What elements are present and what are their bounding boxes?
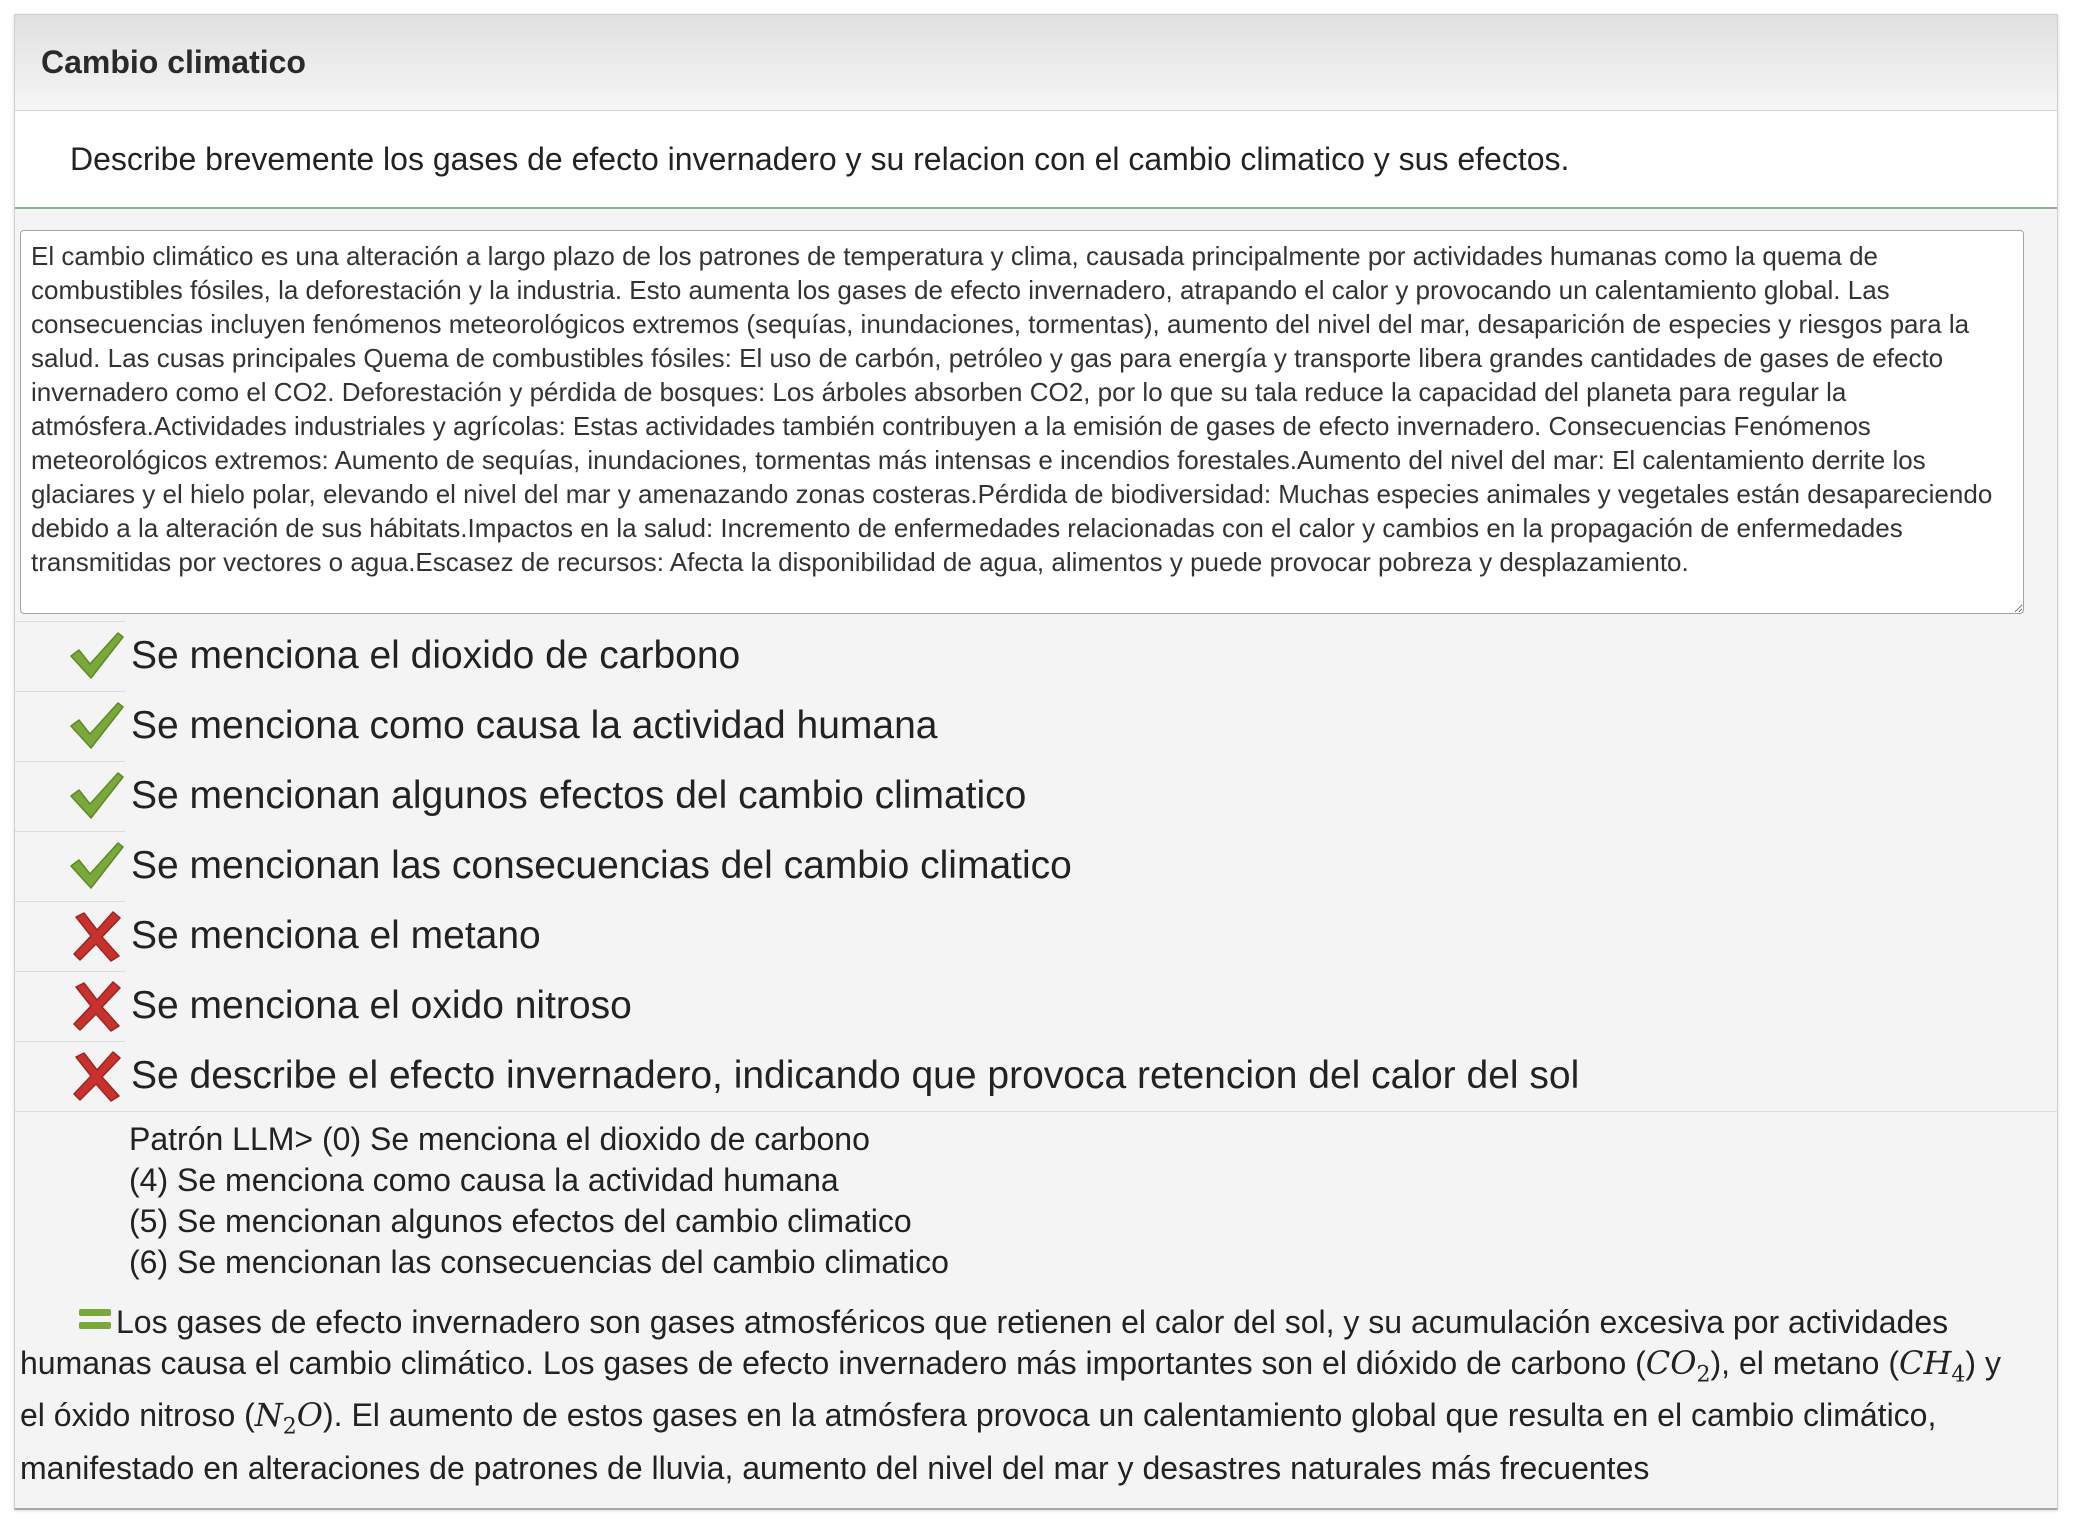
formula-ch4: $CH_4$ [1899, 1344, 1966, 1388]
check-icon [67, 626, 127, 686]
explanation-text: Los gases de efecto invernadero son gases atmosféricos que retienen el calor del sol, y su acumulación excesiva por actividades humanas causa el cambio climático. Los gases de efecto invernadero más importantes son el dióxido de carbono ( [20, 1304, 1949, 1381]
panel-title: Cambio climatico [41, 44, 306, 80]
answer-textarea[interactable] [20, 230, 2024, 614]
pattern-line: (6) Se mencionan las consecuencias del cambio climatico [129, 1244, 949, 1280]
pattern-line: (4) Se menciona como causa la actividad humana [129, 1162, 839, 1198]
criterion-row [15, 1041, 2057, 1112]
criterion-row [15, 761, 2057, 831]
formula-co2: $CO_2$ [1645, 1344, 1711, 1388]
criterion-row [15, 621, 2057, 691]
panel-header [15, 15, 2057, 111]
criterion-label: Se describe el efecto invernadero, indicando que provoca retencion del calor del sol [131, 1054, 1580, 1097]
formula-n2o: $N_2O$ [254, 1396, 324, 1440]
explanation-text: ). El aumento de estos gases en la atmósfera provoca un calentamiento global que resulta en el cambio climático, manifestado en alteraciones de patrones de lluvia, aumento del nivel del mar y desastres naturales más frecuentes [20, 1397, 1937, 1486]
criterion-row [15, 971, 2057, 1041]
equals-icon [78, 1300, 112, 1324]
pattern-line: (5) Se mencionan algunos efectos del cambio climatico [129, 1203, 912, 1239]
criterion-label: Se menciona el oxido nitroso [131, 984, 632, 1027]
criterion-row [15, 831, 2057, 901]
criterion-label: Se menciona el dioxido de carbono [131, 634, 741, 677]
check-icon [67, 766, 127, 826]
criterion-label: Se menciona el metano [131, 914, 541, 957]
explanation-text: ), el metano ( [1710, 1345, 1900, 1381]
criterion-label: Se mencionan algunos efectos del cambio climatico [131, 774, 1027, 817]
explanation-text: ) y el óxido nitroso ( [20, 1345, 2001, 1434]
check-icon [67, 696, 127, 756]
cross-icon [67, 976, 127, 1036]
question-panel [14, 14, 2058, 1510]
criterion-label: Se menciona como causa la actividad humana [131, 704, 938, 747]
cross-icon [67, 1046, 127, 1106]
cross-icon [67, 906, 127, 966]
criterion-row [15, 901, 2057, 971]
question-text: Describe brevemente los gases de efecto invernadero y su relacion con el cambio climatico y sus efectos. [15, 111, 2057, 209]
pattern-line: Patrón LLM> (0) Se menciona el dioxido de carbono [129, 1121, 870, 1157]
criterion-label: Se mencionan las consecuencias del cambio climatico [131, 844, 1072, 887]
check-icon [67, 836, 127, 896]
criteria-list [15, 621, 2057, 1112]
criterion-row [15, 691, 2057, 761]
reference-explanation [20, 1300, 2030, 1489]
llm-pattern [129, 1119, 949, 1283]
